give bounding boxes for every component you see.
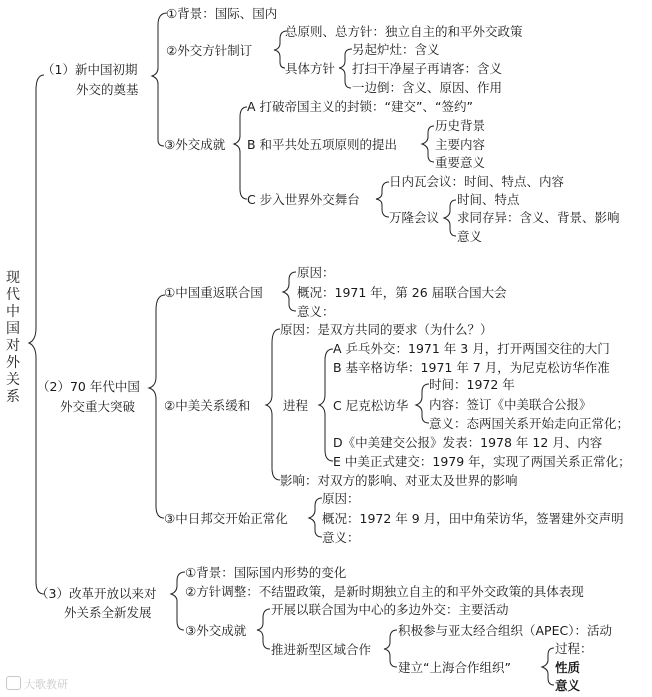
p3-background: ①背景：国际国内形势的变化 xyxy=(185,565,347,580)
p1-title-line2: 外交的奠基 xyxy=(76,82,139,97)
p2-nixon-item-3: 意义：态两国关系开始走向正常化； xyxy=(429,416,630,431)
p3-achievement: ③外交成就 xyxy=(185,623,247,638)
p2-japan-item-3: 意义： xyxy=(322,530,360,545)
p1-specific-3: 一边倒：含义、原因、作用 xyxy=(352,80,503,95)
watermark-text: 大歌教研 xyxy=(24,678,68,691)
p1-specific-1: 另起炉灶：含义 xyxy=(352,42,440,57)
p1-specific-policy: 具体方针 xyxy=(285,61,336,76)
p2-process-c: C 尼克松访华 xyxy=(333,398,409,413)
p1-achievement-a: A 打破帝国主义的封锁：“建交”、“签约” xyxy=(247,99,473,114)
p1-b-item-1: 历史背景 xyxy=(435,118,486,133)
p2-process-b: B 基辛格访华：1971 年 7 月，为尼克松访华作准 xyxy=(333,360,610,375)
p3-apec: 积极参与亚太经合组织（APEC）：活动 xyxy=(398,623,612,638)
p3-title: （3）改革开放以来对 xyxy=(36,586,157,601)
p1-bandung: 万隆会议 xyxy=(389,210,440,225)
p3-regional: 推进新型区域合作 xyxy=(271,642,372,657)
p1-background: ①背景：国际、国内 xyxy=(166,6,278,21)
p1-achievement: ③外交成就 xyxy=(164,137,226,152)
p3-multilateral: 开展以联合国为中心的多边外交：主要活动 xyxy=(271,602,509,617)
p1-bandung-item-2: 求同存异：含义、背景、影响 xyxy=(457,210,620,225)
p2-us-reason: 原因：是双方共同的要求（为什么？） xyxy=(280,322,493,337)
p2-us: ②中美关系缓和 xyxy=(164,398,251,413)
p3-policy: ②方针调整：不结盟政策，是新时期独立自主的和平外交政策的具体表现 xyxy=(185,584,584,599)
p3-title-line2: 外关系全新发展 xyxy=(64,605,152,620)
p3-sco: 建立“上海合作组织” xyxy=(398,660,511,675)
p1-general-principle: 总原则、总方针：独立自主的和平外交政策 xyxy=(285,24,523,39)
p1-b-item-2: 主要内容 xyxy=(435,137,486,152)
p3-sco-item-2: 性质 xyxy=(555,660,581,675)
p2-title: （2）70 年代中国 xyxy=(37,379,140,394)
p2-process-d: D《中美建交公报》发表：1978 年 12 月、内容 xyxy=(333,435,603,450)
p1-bandung-item-3: 意义 xyxy=(457,229,483,244)
p2-japan-item-2: 概况：1972 年 9 月，田中角荣访华，签署建外交声明 xyxy=(322,511,624,526)
p3-sco-item-3: 意义 xyxy=(555,678,581,693)
p1-b-item-3: 重要意义 xyxy=(435,155,486,170)
watermark xyxy=(6,676,68,692)
p2-un-item-3: 意义： xyxy=(297,304,335,319)
p1-policy: ②外交方针制订 xyxy=(166,43,253,58)
p2-nixon-item-2: 内容：签订《中美联合公报》 xyxy=(429,397,592,412)
p2-us-impact: 影响：对双方的影响、对亚太及世界的影响 xyxy=(280,473,518,488)
p2-japan-item-1: 原因： xyxy=(322,491,360,506)
p1-geneva: 日内瓦会议：时间、特点、内容 xyxy=(389,174,565,189)
p2-process-e: E 中美正式建交：1979 年，实现了两国关系正常化； xyxy=(333,454,631,469)
p2-process: 进程 xyxy=(283,398,309,413)
p2-un-item-2: 概况：1971 年，第 26 届联合国大会 xyxy=(297,285,507,300)
p1-achievement-c: C 步入世界外交舞台 xyxy=(247,192,360,207)
p2-japan: ③中日邦交开始正常化 xyxy=(164,511,288,526)
p1-achievement-b: B 和平共处五项原则的提出 xyxy=(247,137,398,152)
p1-bandung-item-1: 时间、特点 xyxy=(457,192,520,207)
p2-title-line2: 外交重大突破 xyxy=(60,399,136,414)
p3-sco-item-1: 过程： xyxy=(555,641,593,656)
p2-un-item-1: 原因： xyxy=(297,265,335,280)
p1-title: （1）新中国初期 xyxy=(42,62,138,77)
p1-specific-2: 打扫干净屋子再请客：含义 xyxy=(352,61,503,76)
watermark-logo-icon xyxy=(6,676,21,690)
p2-un: ①中国重返联合国 xyxy=(164,285,263,300)
root-title: 现代中国对外关系 xyxy=(6,270,20,405)
p2-nixon-item-1: 时间：1972 年 xyxy=(429,377,515,392)
p2-process-a: A 乒乓外交：1971 年 3 月，打开两国交往的大门 xyxy=(333,341,610,356)
